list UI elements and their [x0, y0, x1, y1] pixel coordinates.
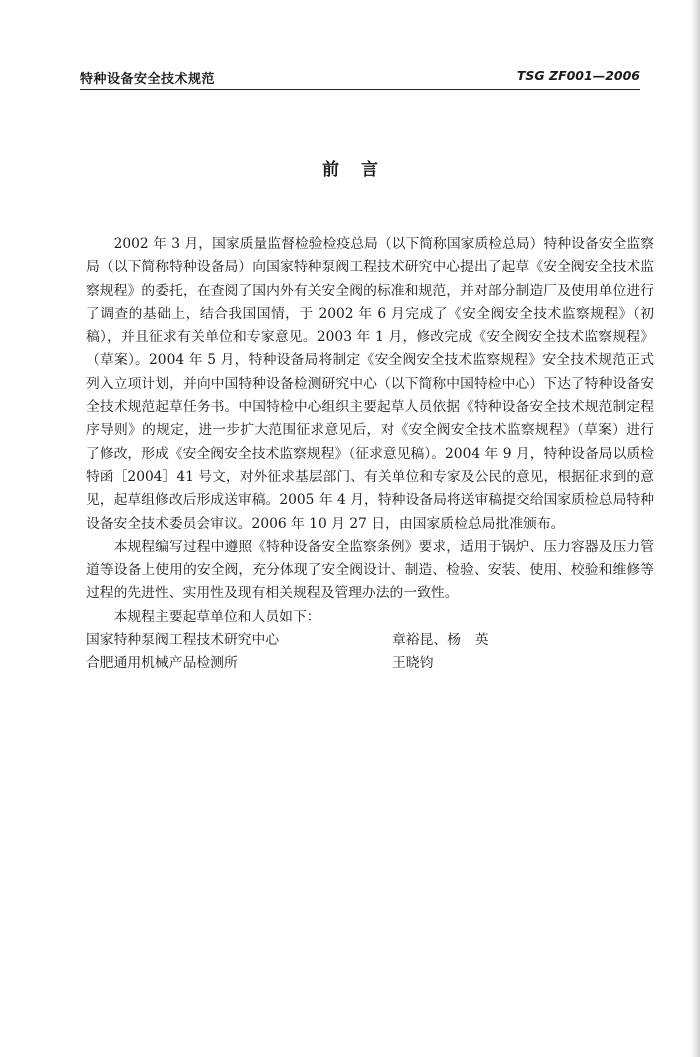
drafter-people: 章裕昆、杨 英: [392, 632, 489, 649]
header-series-title: 特种设备安全技术规范: [80, 72, 216, 87]
paragraph-drafters-intro: 本规程主要起草单位和人员如下：: [113, 608, 321, 625]
paragraph-history: 2002 年 3 月，国家质量监督检验检疫总局（以下简称国家质检总局）特种设备安全监察局（以下简称特种设备局）向国家特种泵阀工程技术研究中心提出了起草《安全阀安全技术监察规程》的委托，在查阅了国内外有关安全阀的标准和规范，并对部分制造厂及使用单位进行了调查的基础上，结合我国国情，于 2002 年 6 月完成了《安全阀安全技术监察规程》（初稿），并且征求有关单位和专家意见。2003 年 1 月，修改完成《安全阀安全技术监察规程》（草案）。2004 年 5 月，特种设备局将制定《安全阀安全技术监察规程》安全技术规范正式列入立项计划，并向中国特种设备检测研究中心（以下简称中国特检中心）下达了特种设备安全技术规范起草任务书。中国特检中心组织主要起草人员依据《特种设备安全技术规范制定程序导则》的规定，进一步扩大范围征求意见后，对《安全阀安全技术监察规程》（草案）进行了修改，形成《安全阀安全技术监察规程》（征求意见稿）。2004 年 9 月，特种设备局以质检特函［2004］41 号文，对外征求基层部门、有关单位和专家及公民的意见，根据征求到的意见，起草组修改后形成送审稿。2005 年 4 月，特种设备局将送审稿提交给国家质检总局特种设备安全技术委员会审议。2006 年 10 月 27 日，由国家质检总局批准颁布。: [86, 236, 654, 532]
drafter-row: [86, 629, 654, 652]
drafter-people: 王晓钧: [392, 655, 434, 672]
drafter-org: 国家特种泵阀工程技术研究中心: [86, 632, 280, 649]
paragraph-scope: 本规程编写过程中遵照《特种设备安全监察条例》要求，适用于锅炉、压力容器及压力管道等设备上使用的安全阀，充分体现了安全阀设计、制造、检验、安装、使用、校验和维修等过程的先进性、实用性及现有相关规程及管理办法的一致性。: [86, 538, 654, 602]
page-title: 前言: [322, 160, 400, 180]
body-text: [86, 233, 654, 676]
drafters-list: [86, 629, 654, 676]
header-standard-code: TSG ZF001—2006: [516, 68, 640, 83]
drafter-row: [86, 652, 654, 675]
header-rule: [80, 89, 640, 90]
running-header: [80, 68, 640, 86]
drafter-org: 合肥通用机械产品检测所: [86, 655, 238, 672]
